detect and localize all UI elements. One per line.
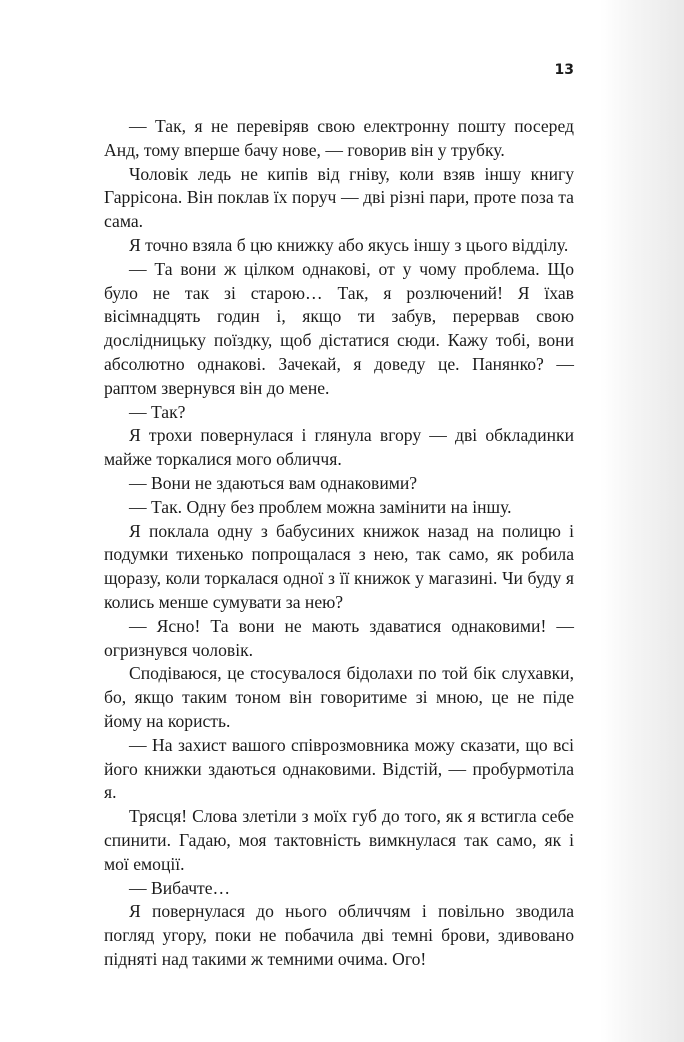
paragraph: — Ясно! Та вони не мають здаватися однаковими! — огризнувся чоловік. bbox=[104, 615, 574, 660]
paragraph: — Так, я не перевіряв свою електронну пошту посеред Анд, тому вперше бачу нове, — говорив він у трубку. bbox=[104, 116, 574, 160]
page-number: 13 bbox=[554, 62, 574, 78]
paragraph: Чоловік ледь не кипів від гніву, коли взяв іншу книгу Гаррісона. Він поклав їх поруч — дві різні пари, проте поза та сама. bbox=[104, 163, 574, 232]
paragraph: — Так. Одну без проблем можна замінити на іншу. bbox=[129, 496, 512, 517]
paragraph: Я повернулася до нього обличчям і повільно зводила погляд угору, поки не побачила дві темні брови, здивовано підняті над такими ж темними очима. Ого! bbox=[104, 901, 574, 969]
paragraph: Сподіваюся, це стосувалося бідолахи по той бік слухавки, бо, якщо таким тоном він говоритиме зі мною, це не піде йому на користь. bbox=[104, 663, 574, 731]
paragraph: Я трохи повернулася і глянула вгору — дві обкладинки майже торкалися мого обличчя. bbox=[104, 425, 574, 470]
paragraph: — Так? bbox=[129, 401, 186, 422]
paragraph: — Та вони ж цілком однакові, от у чому проблема. Що було не так зі старою… Так, я розлючений! Я їхав вісімнадцять годин і, якщо ти забув, перервав свою дослідницьку поїздку, щоб дістатися сюди. Кажу тобі, вони абсолютно однакові. Зачекай, я доведу це. Панянко? — раптом звернувся він до мене. bbox=[104, 258, 574, 398]
paragraph: — На захист вашого співрозмовника можу сказати, що всі його книжки здаються однаковими. Відстій, — пробурмотіла я. bbox=[104, 734, 574, 803]
paragraph: Трясця! Слова злетіли з моїх губ до того, як я встигла себе спинити. Гадаю, моя тактовність вимкнулася так само, як і мої емоції. bbox=[104, 806, 574, 874]
body-text bbox=[104, 115, 574, 972]
paragraph: — Вони не здаються вам однаковими? bbox=[129, 472, 418, 493]
paragraph: Я точно взяла б цю книжку або якусь іншу з цього відділу. bbox=[129, 234, 569, 255]
paragraph: — Вибачте… bbox=[129, 877, 231, 898]
paragraph: Я поклала одну з бабусиних книжок назад на полицю і подумки тихенько попрощалася з нею, так само, як робила щоразу, коли торкалася одної з її книжок у магазині. Чи буду я колись менше сумувати за нею? bbox=[104, 520, 574, 612]
